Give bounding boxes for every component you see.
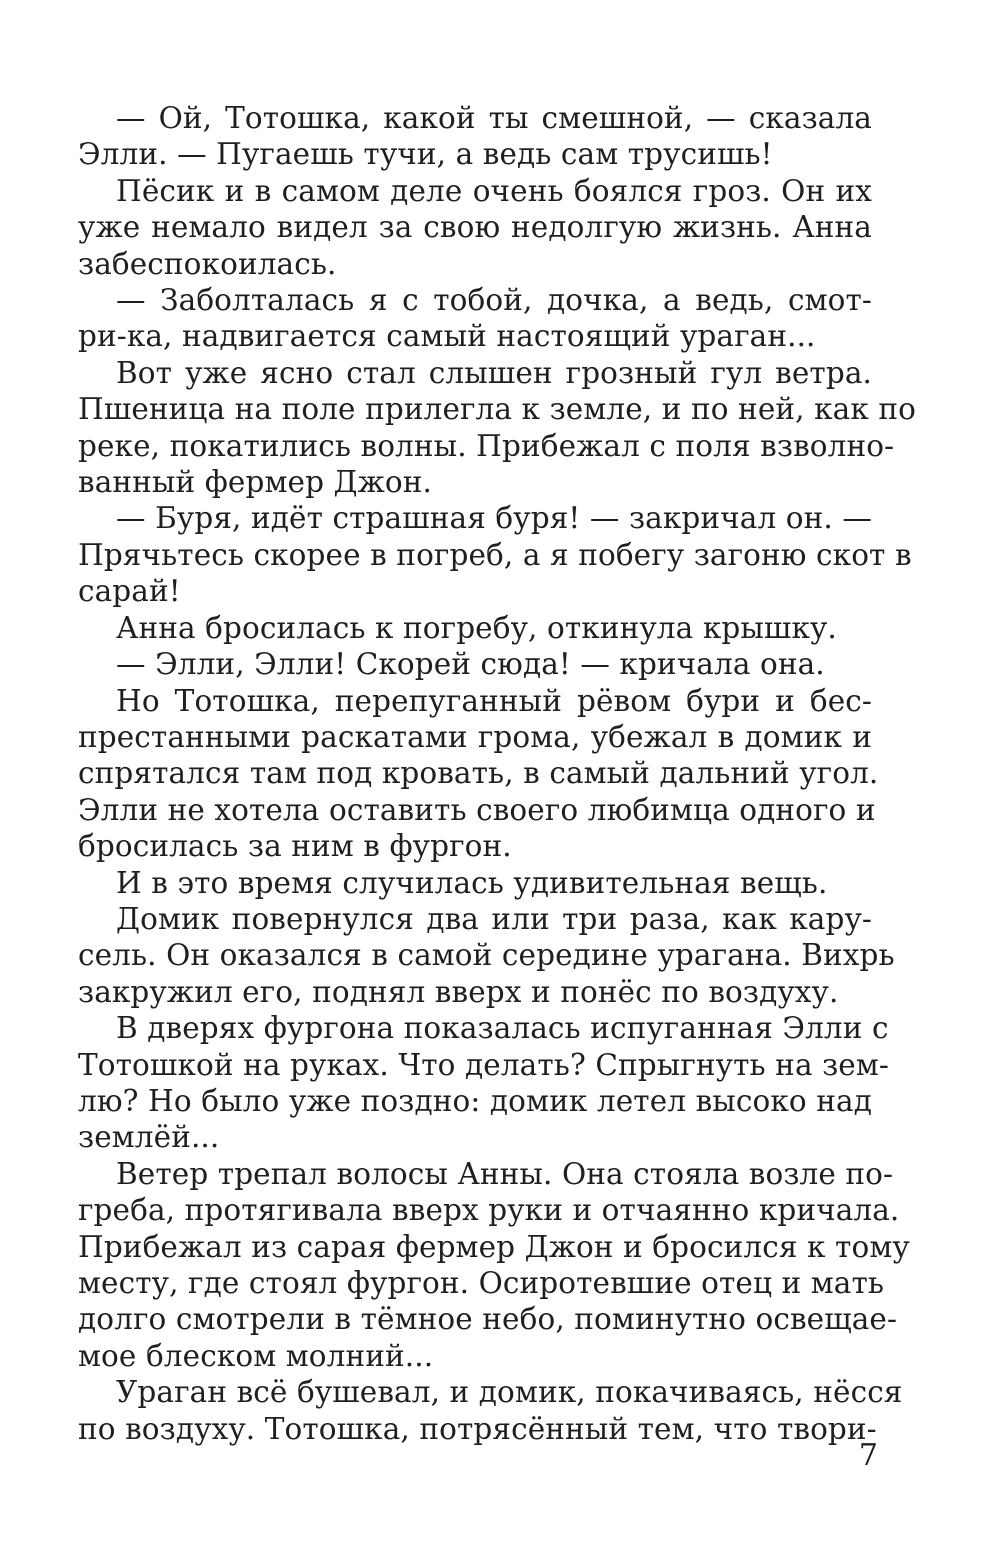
text-line: Пшеница на поле прилегла к земле, и по ней, как по — [78, 392, 916, 427]
text-line: долго смотрели в тёмное небо, поминутно освещае- — [78, 1302, 898, 1337]
paragraph — [78, 355, 916, 501]
text-line: реке, покатились волны. Прибежал с поля взволно- — [78, 428, 895, 463]
paragraph — [78, 1010, 889, 1156]
paragraph — [78, 173, 872, 282]
text-line: Анна бросилась к погребу, откинула крышку. — [116, 610, 837, 645]
text-line: уже немало видел за свою недолгую жизнь. Анна — [78, 210, 872, 245]
text-line: Ветер трепал волосы Анны. Она стояла возле по- — [116, 1156, 894, 1191]
paragraph — [78, 865, 872, 901]
paragraph — [78, 500, 912, 609]
text-line: — Элли, Элли! Скорей сюда! — кричала она. — [116, 647, 825, 682]
paragraph — [78, 901, 895, 1010]
text-line: ванный фермер Джон. — [78, 465, 432, 500]
text-line: Но Тотошка, перепуганный рёвом бури и бес- — [116, 683, 872, 718]
text-line: И в это время случилась удивительная вещь. — [116, 865, 828, 900]
text-line: мое блеском молний... — [78, 1338, 434, 1373]
paragraph — [78, 1156, 910, 1374]
text-line: сарай! — [78, 574, 181, 609]
text-line: месту, где стоял фургон. Осиротевшие отец и мать — [78, 1266, 885, 1300]
text-line: спрятался там под кровать, в самый дальний угол. — [78, 756, 879, 791]
text-line: ри-ка, надвигается самый настоящий ураган... — [78, 319, 816, 354]
text-line: лю? Но было уже поздно: домик летел высоко над — [78, 1083, 872, 1118]
text-line: Тотошкой на руках. Что делать? Спрыгнуть на зем- — [78, 1047, 889, 1082]
text-line: Домик повернулся два или три раза, как кару- — [116, 901, 872, 936]
text-line: Вот уже ясно стал слышен грозный гул ветра. — [116, 355, 872, 390]
paragraph — [78, 282, 872, 355]
page-number: 7 — [858, 1438, 878, 1473]
text-line: бросилась за ним в фургон. — [78, 829, 512, 864]
text-line: Элли не хотела оставить своего любимца одного и — [78, 792, 876, 827]
paragraph — [78, 1374, 903, 1447]
text-line: Ураган всё бушевал, и домик, покачиваясь, нёсся — [116, 1375, 903, 1410]
text-line: — Заболталась я с тобой, дочка, а ведь, смот- — [116, 283, 872, 318]
text-line: сель. Он оказался в самой середине урагана. Вихрь — [78, 938, 895, 973]
text-line: Прячьтесь скорее в погреб, а я побегу загоню скот в — [78, 537, 912, 572]
text-line: Прибежал из сарая фермер Джон и бросился к тому — [78, 1229, 910, 1264]
text-line: престанными раскатами грома, убежал в домик и — [78, 719, 872, 754]
text-line: Пёсик и в самом деле очень боялся гроз. Он их — [116, 173, 872, 208]
paragraph — [78, 610, 872, 646]
paragraph — [78, 100, 872, 173]
paragraph — [78, 683, 879, 865]
text-line: землёй... — [78, 1120, 220, 1155]
paragraph — [78, 646, 872, 682]
text-line: — Ой, Тотошка, какой ты смешной, — сказала — [116, 101, 872, 135]
book-page-text — [78, 100, 916, 1447]
text-line: по воздуху. Тотошка, потрясённый тем, что твори- — [78, 1411, 877, 1446]
text-line: — Буря, идёт страшная буря! — закричал он. — — [116, 501, 872, 536]
text-line: забеспокоилась. — [78, 246, 337, 281]
text-line: В дверях фургона показалась испуганная Элли с — [116, 1011, 889, 1046]
text-line: Элли. — Пугаешь тучи, а ведь сам трусишь! — [78, 137, 773, 172]
text-line: греба, протягивала вверх руки и отчаянно кричала. — [78, 1193, 900, 1228]
text-line: закружил его, поднял вверх и понёс по воздуху. — [78, 974, 839, 1009]
